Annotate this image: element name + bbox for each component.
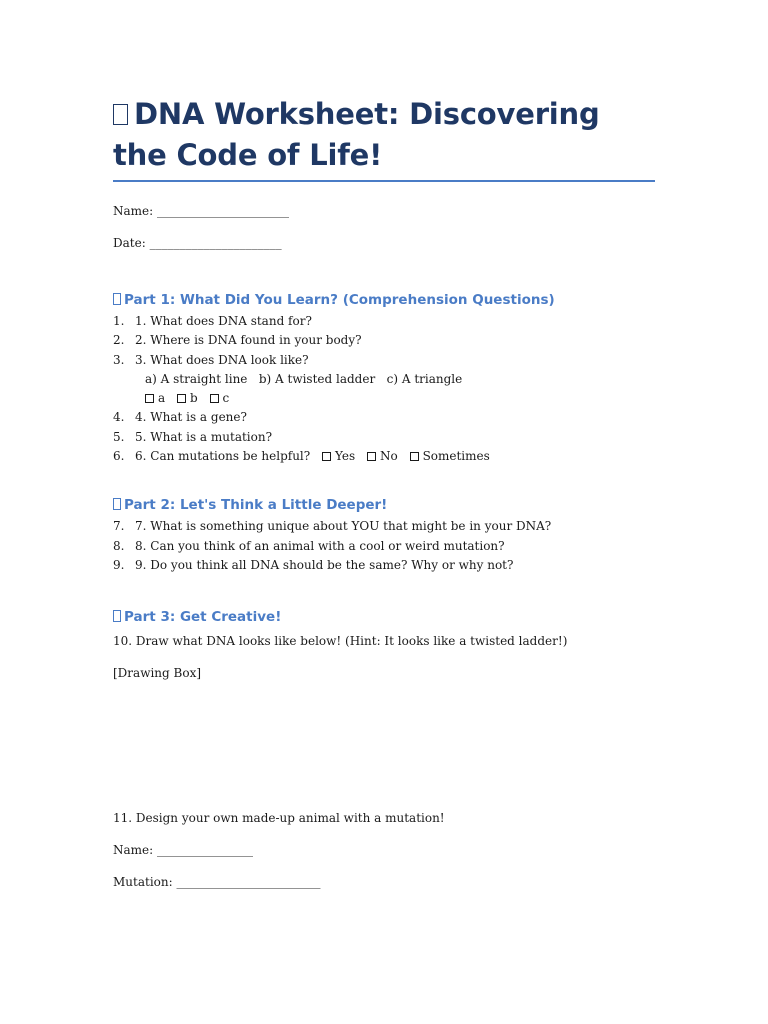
question-text: 5. What is a mutation? xyxy=(135,429,273,444)
date-blank[interactable]: ______________________ xyxy=(149,236,282,250)
question-number: 4. xyxy=(113,410,125,425)
student-name-field xyxy=(113,203,655,219)
student-name-label: Name: xyxy=(113,204,154,218)
animal-name-field xyxy=(113,842,655,858)
student-name-blank[interactable]: ______________________ xyxy=(157,204,290,218)
question-number: 9. xyxy=(113,557,125,572)
part3-heading xyxy=(113,608,655,626)
missing-glyph-icon xyxy=(113,293,121,305)
question-9 xyxy=(113,556,655,575)
question-text: 2. Where is DNA found in your body? xyxy=(135,333,362,348)
question-text: 4. What is a gene? xyxy=(135,410,247,425)
checkbox-sometimes-label: Sometimes xyxy=(422,449,490,464)
checkbox-no-label: No xyxy=(380,449,398,464)
checkbox-no[interactable] xyxy=(367,452,376,461)
animal-name-blank[interactable]: ________________ xyxy=(157,843,254,858)
checkbox-b[interactable] xyxy=(177,394,186,403)
question-number: 6. xyxy=(113,449,125,464)
checkbox-a-label: a xyxy=(158,391,166,406)
question-text: 3. What does DNA look like? xyxy=(135,352,309,367)
question-3 xyxy=(113,351,655,409)
page-title xyxy=(113,94,655,182)
question-6 xyxy=(113,447,655,466)
question-2 xyxy=(113,331,655,350)
question-7 xyxy=(113,517,655,536)
question-8 xyxy=(113,537,655,556)
question-number: 5. xyxy=(113,429,125,444)
missing-glyph-icon xyxy=(113,104,128,125)
part3-heading-text: Part 3: Get Creative! xyxy=(124,609,282,626)
page-title-text: DNA Worksheet: Discovering the Code of Life! xyxy=(113,97,600,172)
question-text: 9. Do you think all DNA should be the same? Why or why not? xyxy=(135,557,514,572)
part1-question-list xyxy=(113,312,655,466)
question-4 xyxy=(113,408,655,427)
question-number: 2. xyxy=(113,333,125,348)
question-11: 11. Design your own made-up animal with a mutation! xyxy=(113,811,445,826)
question-number: 7. xyxy=(113,519,125,534)
question-number: 1. xyxy=(113,314,125,328)
checkbox-b-label: b xyxy=(189,391,198,406)
question-1 xyxy=(113,312,655,331)
question-text: 1. What does DNA stand for? xyxy=(135,314,312,328)
mutation-blank[interactable]: ________________________ xyxy=(176,875,321,890)
question-text: 6. Can mutations be helpful? xyxy=(135,449,311,464)
q3-checkbox-group xyxy=(135,389,655,408)
mutation-field xyxy=(113,874,655,890)
question-number: 3. xyxy=(113,352,125,367)
checkbox-yes[interactable] xyxy=(322,452,331,461)
question-text: 8. Can you think of an animal with a cool or weird mutation? xyxy=(135,538,505,553)
worksheet-page xyxy=(113,94,655,890)
part1-heading-text: Part 1: What Did You Learn? (Comprehension Questions) xyxy=(124,292,555,308)
part2-question-list xyxy=(113,517,655,575)
question-text: 7. What is something unique about YOU that might be in your DNA? xyxy=(135,519,552,534)
mutation-label: Mutation: xyxy=(113,875,173,890)
checkbox-sometimes[interactable] xyxy=(410,452,419,461)
drawing-box[interactable]: [Drawing Box] xyxy=(113,666,202,681)
q3-options: a) A straight line b) A twisted ladder c) A triangle xyxy=(145,371,463,386)
missing-glyph-icon xyxy=(113,498,121,510)
checkbox-yes-label: Yes xyxy=(335,449,356,464)
date-label: Date: xyxy=(113,236,146,250)
part2-heading-text: Part 2: Let's Think a Little Deeper! xyxy=(124,497,388,514)
missing-glyph-icon xyxy=(113,610,121,622)
checkbox-c-label: c xyxy=(222,391,230,406)
question-number: 8. xyxy=(113,538,125,553)
question-5 xyxy=(113,428,655,447)
part2-heading xyxy=(113,496,655,514)
date-field xyxy=(113,235,655,251)
part1-heading xyxy=(113,291,655,309)
checkbox-a[interactable] xyxy=(145,394,154,403)
animal-name-label: Name: xyxy=(113,843,154,858)
checkbox-c[interactable] xyxy=(210,394,219,403)
question-10: 10. Draw what DNA looks like below! (Hint: It looks like a twisted ladder!) xyxy=(113,634,568,649)
